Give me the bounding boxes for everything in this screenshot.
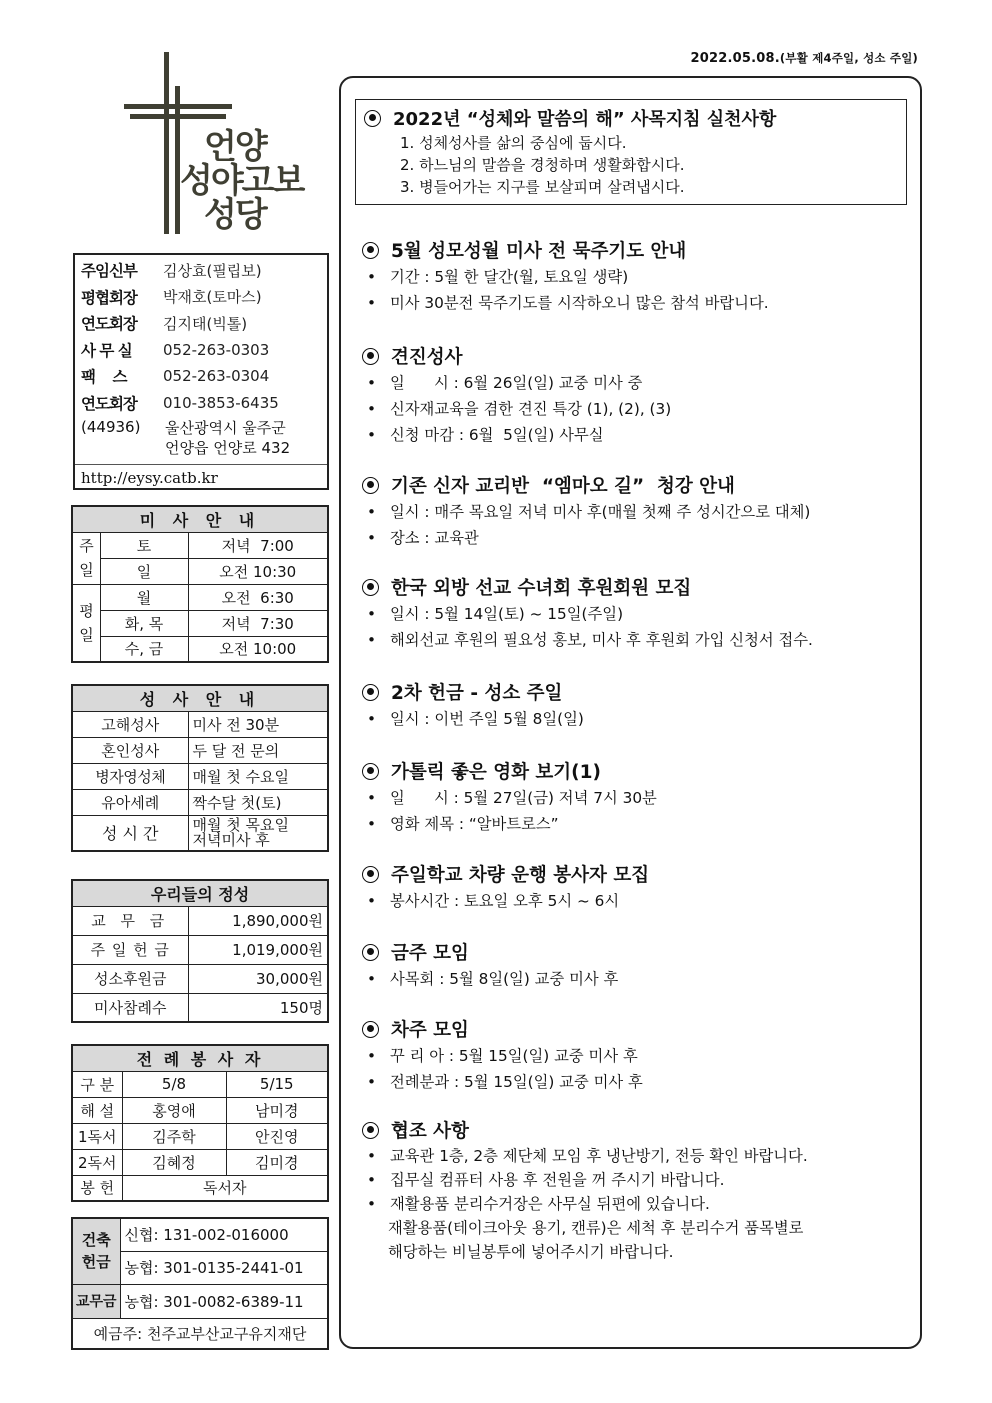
- goal-item: 1. 성체성사를 삶의 중심에 둡시다.: [400, 134, 627, 152]
- info-row: [81, 337, 327, 364]
- notice-item: • 일시 : 매주 목요일 저녁 미사 후(매월 첫째 주 성시간으로 대체): [362, 499, 917, 525]
- mass-time: 저녁 7:30: [188, 610, 328, 636]
- info-value: 052-263-0304: [163, 367, 270, 386]
- sacrament-value: [188, 815, 328, 851]
- notice-item-continued: 해당하는 비닐봉투에 넣어주시기 바랍니다.: [388, 1243, 674, 1261]
- bullseye-icon: [362, 866, 379, 883]
- mass-schedule-table: [71, 505, 329, 663]
- server-role: 해 설: [72, 1097, 122, 1123]
- notice-item: • 꾸 리 아 : 5월 15일(일) 교중 미사 후: [362, 1043, 917, 1069]
- notice-title: 가톨릭 좋은 영화 보기(1): [391, 762, 601, 783]
- account-number: 농협: 301-0135-2441-01: [120, 1251, 328, 1284]
- bullseye-icon: [364, 110, 381, 127]
- bullseye-icon: [362, 477, 379, 494]
- notice-section: [362, 938, 917, 992]
- info-key: 팩 스: [81, 368, 127, 387]
- mass-time: 오전 10:00: [188, 636, 328, 662]
- server-role: 2독서: [72, 1149, 122, 1175]
- server-date: 5/8: [122, 1071, 226, 1097]
- mass-day: 월: [100, 584, 188, 610]
- notice-item: • 신청 마감 : 6월 5일(일) 사무실: [362, 422, 917, 448]
- table-title: 미 사 안 내: [72, 506, 328, 532]
- offering-value: 150명: [188, 993, 328, 1022]
- cross-icon-part: [124, 104, 232, 109]
- cross-icon-part: [130, 114, 226, 119]
- notice-title: 기존 신자 교리반 “엠마오 길” 청강 안내: [391, 476, 735, 497]
- goal-item: 2. 하느님의 말씀을 경청하며 생활화합시다.: [400, 156, 685, 174]
- notice-item: • 영화 제목 : “알바트로스”: [362, 811, 917, 837]
- notice-section: [362, 678, 917, 732]
- notice-section: [362, 236, 917, 316]
- bank-account-table: [71, 1217, 329, 1350]
- sunday-label-text: 주일: [79, 537, 94, 579]
- label-line: 건축: [81, 1231, 111, 1250]
- pastoral-goals-box: [355, 99, 907, 205]
- sacrament-value-line: 저녁미사 후: [192, 830, 270, 849]
- server-name: 홍영애: [122, 1097, 226, 1123]
- sacrament-key: 유아세례: [72, 789, 188, 815]
- bullseye-icon: [362, 579, 379, 596]
- info-key: 연도회장: [81, 315, 137, 334]
- bullseye-icon: [362, 684, 379, 701]
- sacrament-value: 매월 첫 수요일: [188, 763, 328, 789]
- notice-item: • 신자재교육을 겸한 견진 특강 (1), (2), (3): [362, 396, 917, 422]
- server-name: 남미경: [226, 1097, 328, 1123]
- notice-title: 협조 사항: [391, 1121, 469, 1142]
- info-row: [81, 363, 327, 390]
- notice-section: [362, 757, 917, 837]
- liturgy-servers-table: [71, 1044, 329, 1202]
- server-role: 봉 헌: [72, 1175, 122, 1201]
- mass-day: 화, 목: [100, 610, 188, 636]
- server-name: 김주학: [122, 1123, 226, 1149]
- offering-key: 주 일 헌 금: [72, 935, 188, 964]
- notice-heading: [362, 342, 917, 370]
- offering-key: 미사참례수: [72, 993, 188, 1022]
- logo-text-1: 언양: [204, 127, 266, 167]
- notice-heading: [362, 757, 917, 785]
- address-line-2: 언양읍 언양로 432: [165, 439, 291, 457]
- notice-item: • 교육관 1층, 2층 제단체 모임 후 냉난방기, 전등 확인 바랍니다.: [362, 1144, 917, 1168]
- sunday-label: [72, 532, 100, 584]
- info-key: 연도회장: [81, 394, 137, 413]
- info-value: 박재호(토마스): [163, 288, 262, 307]
- bullseye-icon: [362, 1122, 379, 1139]
- notice-item: • 재활용품 분리수거장은 사무실 뒤편에 있습니다.: [362, 1192, 917, 1216]
- notice-item: • 봉사시간 : 토요일 오후 5시 ~ 6시: [362, 888, 917, 914]
- zip-code: (44936): [81, 418, 141, 436]
- sacrament-key: 혼인성사: [72, 737, 188, 763]
- sacrament-value: 짝수달 첫(토): [188, 789, 328, 815]
- building-fund-label: [72, 1218, 120, 1284]
- notice-title: 주일학교 차량 운행 봉사자 모집: [391, 865, 650, 886]
- notice-title: 견진성사: [391, 347, 463, 368]
- notice-title: 한국 외방 선교 수녀회 후원회원 모집: [391, 578, 692, 599]
- date-note: (부활 제4주일, 성소 주일): [779, 51, 918, 65]
- notice-section: [362, 1015, 917, 1095]
- table-title: 우리들의 정성: [72, 880, 328, 906]
- offering-key: 교 무 금: [72, 906, 188, 935]
- notice-heading: [362, 471, 917, 499]
- notice-heading: [362, 678, 917, 706]
- info-row: [81, 390, 327, 417]
- mass-day: 토: [100, 532, 188, 558]
- cross-icon: [164, 52, 169, 234]
- mass-time: 오전 10:30: [188, 558, 328, 584]
- notice-title: 5월 성모성월 미사 전 묵주기도 안내: [391, 241, 687, 262]
- info-value: 김지태(빅톨): [163, 314, 248, 333]
- server-date: 5/15: [226, 1071, 328, 1097]
- address-line-1: 울산광역시 울주군: [165, 419, 286, 437]
- address: [81, 418, 327, 458]
- mass-day: 수, 금: [100, 636, 188, 662]
- offering-key: 성소후원금: [72, 964, 188, 993]
- notice-item: • 기간 : 5월 한 달간(월, 토요일 생략): [362, 264, 917, 290]
- server-role: 구 분: [72, 1071, 122, 1097]
- parish-logo: [124, 52, 324, 242]
- bullseye-icon: [362, 348, 379, 365]
- notice-heading: [362, 938, 917, 966]
- sacrament-value: 미사 전 30분: [188, 711, 328, 737]
- mass-day: 일: [100, 558, 188, 584]
- mass-time: 오전 6:30: [188, 584, 328, 610]
- notice-heading: [362, 236, 917, 264]
- weekday-label: [72, 584, 100, 662]
- sacrament-key: 병자영성체: [72, 763, 188, 789]
- server-name: 김미경: [226, 1149, 328, 1175]
- table-title: 성 사 안 내: [72, 685, 328, 711]
- contact-info-box: [73, 253, 329, 490]
- info-value: 010-3853-6435: [163, 393, 279, 412]
- notice-section: [362, 1116, 917, 1264]
- offering-value: 30,000원: [188, 964, 328, 993]
- bullseye-icon: [362, 242, 379, 259]
- notice-item: • 해외선교 후원의 필요성 홍보, 미사 후 후원회 가입 신청서 접수.: [362, 627, 917, 653]
- notice-title: 차주 모임: [391, 1020, 469, 1041]
- notice-item: • 일시 : 이번 주일 5월 8일(일): [362, 706, 917, 732]
- logo-text-3: 성당: [204, 195, 266, 235]
- info-row: [81, 257, 327, 284]
- notice-heading: [362, 573, 917, 601]
- goals-title: 2022년 “성체와 말씀의 해” 사목지침 실천사항: [393, 109, 777, 130]
- table-title: 전 례 봉 사 자: [72, 1045, 328, 1071]
- goal-item: 3. 병들어가는 지구를 보살피며 살려냅시다.: [400, 178, 685, 196]
- notice-item: • 장소 : 교육관: [362, 525, 917, 551]
- weekday-label-text: 평일: [79, 601, 94, 644]
- server-role: 1독서: [72, 1123, 122, 1149]
- notice-title: 금주 모임: [391, 943, 469, 964]
- label-line: 헌금: [81, 1253, 111, 1272]
- info-row: [81, 310, 327, 337]
- info-key: 주임신부: [81, 262, 137, 281]
- sacrament-key: 성 시 간: [72, 815, 188, 851]
- notice-item: • 일시 : 5월 14일(토) ~ 15일(주일): [362, 601, 917, 627]
- sacrament-value-line: 매월 첫 목요일: [192, 815, 289, 834]
- notice-item-continued: 재활용품(테이크아웃 용기, 캔류)은 세척 후 분리수거 품목별로: [388, 1219, 804, 1237]
- info-key: 평협회장: [81, 288, 137, 307]
- account-number: 농협: 301-0082-6389-11: [120, 1284, 328, 1318]
- notice-section: [362, 342, 917, 448]
- date-value: 2022.05.08.: [690, 51, 780, 66]
- server-name: 독서자: [122, 1175, 328, 1201]
- offering-value: 1,890,000원: [188, 906, 328, 935]
- notice-section: [362, 471, 917, 551]
- notice-title: 2차 헌금 - 성소 주일: [391, 683, 563, 704]
- server-name: 김혜정: [122, 1149, 226, 1175]
- notice-item: • 일 시 : 6월 26일(일) 교중 미사 중: [362, 370, 917, 396]
- notice-item: • 미사 30분전 묵주기도를 시작하오니 많은 참석 바랍니다.: [362, 290, 917, 316]
- info-value: 김상효(필립보): [163, 261, 262, 280]
- offering-table: [71, 879, 329, 1023]
- mass-time: 저녁 7:00: [188, 532, 328, 558]
- account-number: 신협: 131-002-016000: [120, 1218, 328, 1251]
- notice-heading: [362, 1015, 917, 1043]
- notice-item: • 사목회 : 5월 8일(일) 교중 미사 후: [362, 966, 917, 992]
- sacrament-value: 두 달 전 문의: [188, 737, 328, 763]
- tithe-label: 교무금: [72, 1284, 120, 1318]
- bulletin-date: [691, 50, 918, 66]
- notice-heading: [362, 860, 917, 888]
- notice-item: • 일 시 : 5월 27일(금) 저녁 7시 30분: [362, 785, 917, 811]
- notice-section: [362, 573, 917, 653]
- info-key: 사 무 실: [81, 341, 132, 360]
- notice-item: • 집무실 컴퓨터 사용 후 전원을 꺼 주시기 바랍니다.: [362, 1168, 917, 1192]
- server-name: 안진영: [226, 1123, 328, 1149]
- notice-section: [362, 860, 917, 914]
- sacrament-table: [71, 684, 329, 852]
- notice-item: • 전례분과 : 5월 15일(일) 교중 미사 후: [362, 1069, 917, 1095]
- offering-value: 1,019,000원: [188, 935, 328, 964]
- account-holder: 예금주: 천주교부산교구유지재단: [72, 1318, 328, 1349]
- notice-heading: [362, 1116, 917, 1144]
- website-link[interactable]: http://eysy.catb.kr: [75, 464, 327, 487]
- sacrament-key: 고해성사: [72, 711, 188, 737]
- bullseye-icon: [362, 763, 379, 780]
- bullseye-icon: [362, 944, 379, 961]
- logo-text-2: 성야고보: [180, 161, 304, 201]
- info-row: [81, 284, 327, 311]
- info-value: 052-263-0303: [163, 340, 270, 359]
- bullseye-icon: [362, 1021, 379, 1038]
